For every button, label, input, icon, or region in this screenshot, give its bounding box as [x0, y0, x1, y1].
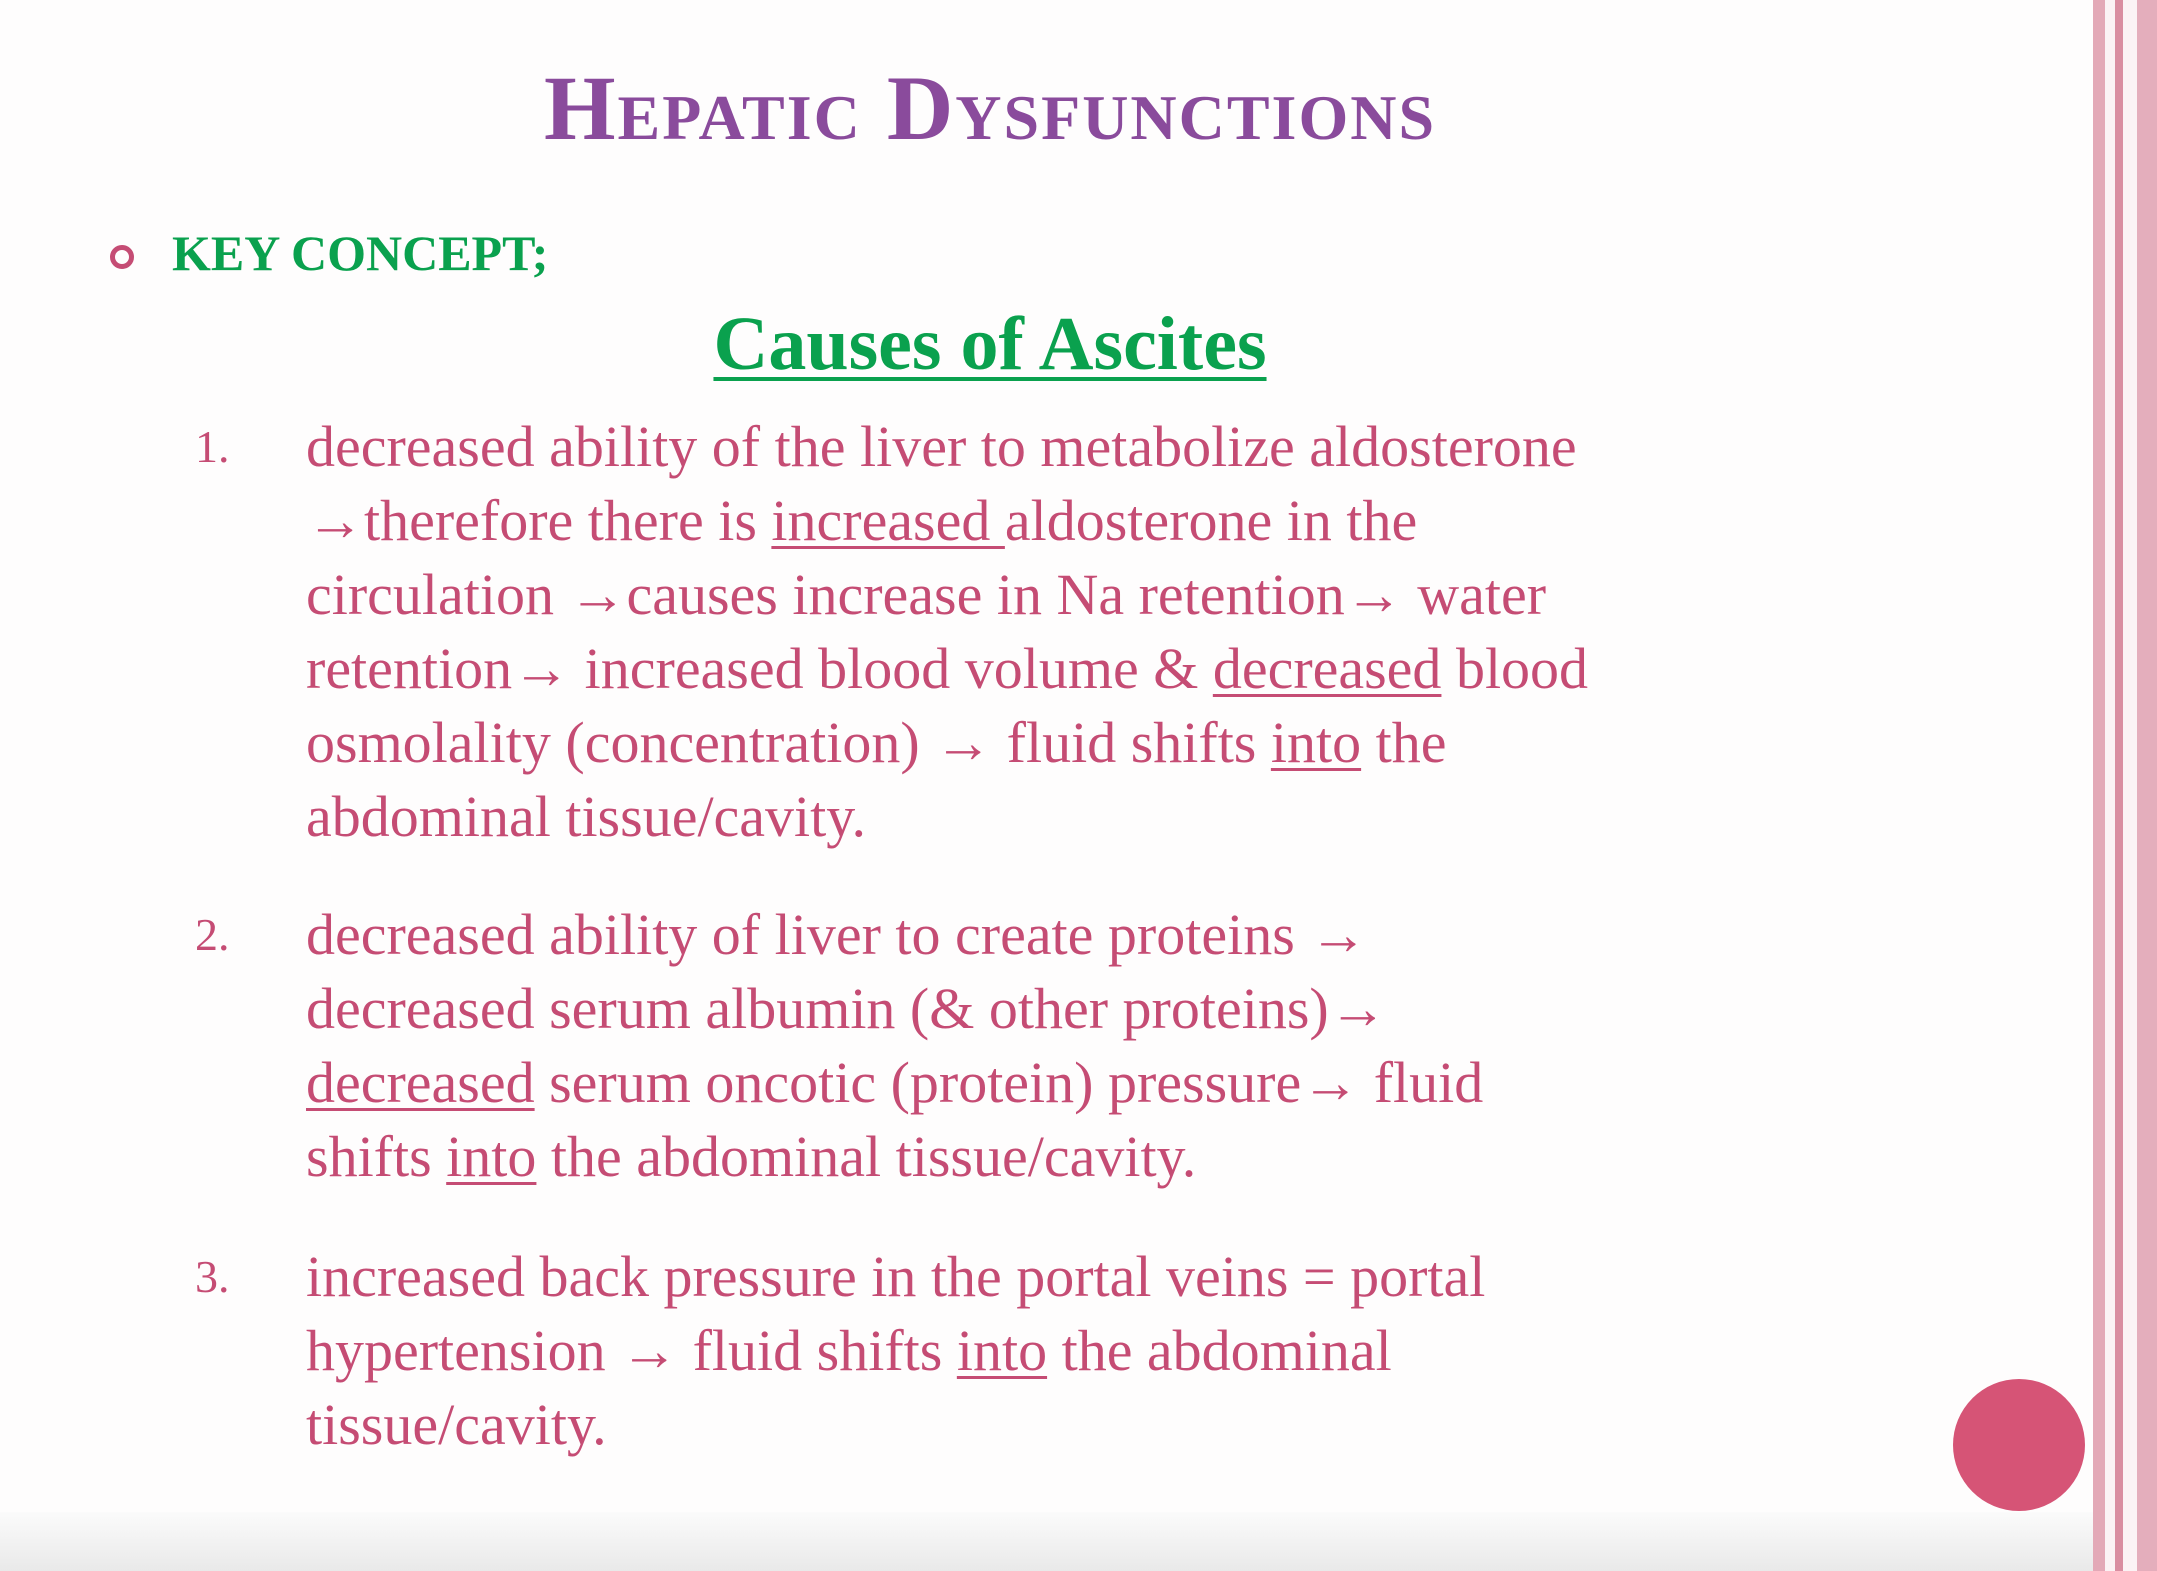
- slide-title: Hepatic Dysfunctions: [543, 57, 1437, 159]
- text-run: blood osmolality (concentration) → fluid shifts: [306, 636, 1589, 775]
- text-run: serum oncotic (protein) pressure→ fluid shifts: [306, 1050, 1484, 1189]
- border-stripe: [2093, 0, 2105, 1571]
- list-text: [306, 898, 1926, 1194]
- underlined-term: increased: [771, 488, 1005, 553]
- underlined-term: decreased: [1212, 636, 1442, 701]
- list-text: [306, 1240, 1926, 1462]
- text-run: decreased ability of liver to create proteins → decreased serum albumin (& other proteins)→: [306, 902, 1387, 1041]
- border-stripe: [2105, 0, 2115, 1571]
- underlined-term: into: [956, 1318, 1048, 1383]
- text-run: aldosterone in the circulation →causes increase in Na retention→ water retention→ increased blood volume &: [306, 488, 1547, 701]
- text-run: the abdominal tissue/cavity.: [306, 710, 1447, 849]
- underlined-term: into: [446, 1124, 537, 1189]
- list-number: 2.: [195, 909, 230, 960]
- border-stripe: [2123, 0, 2137, 1571]
- subheading-text: Causes of Ascites: [713, 302, 1267, 386]
- subheading: [0, 302, 1980, 386]
- bottom-shadow: [0, 1512, 2093, 1571]
- list-number: 1.: [195, 421, 230, 472]
- text-run: decreased ability of the liver to metabolize aldosterone →therefore there is: [306, 414, 1577, 553]
- border-stripe: [2137, 0, 2157, 1571]
- text-run: the abdominal tissue/cavity.: [536, 1124, 1197, 1189]
- underlined-term: decreased: [306, 1050, 535, 1115]
- key-concept-label: KEY CONCEPT;: [172, 225, 549, 281]
- bullet-icon: [110, 245, 134, 269]
- text-run: increased back pressure in the portal veins = portal hypertension → fluid shifts: [306, 1244, 1486, 1383]
- slide-nav-circle-icon[interactable]: [1953, 1379, 2085, 1511]
- text-run: the abdominal tissue/cavity.: [306, 1318, 1392, 1457]
- list-text: [306, 410, 1926, 854]
- border-stripe: [2115, 0, 2123, 1571]
- underlined-term: into: [1270, 710, 1362, 775]
- list-number: 3.: [195, 1251, 230, 1302]
